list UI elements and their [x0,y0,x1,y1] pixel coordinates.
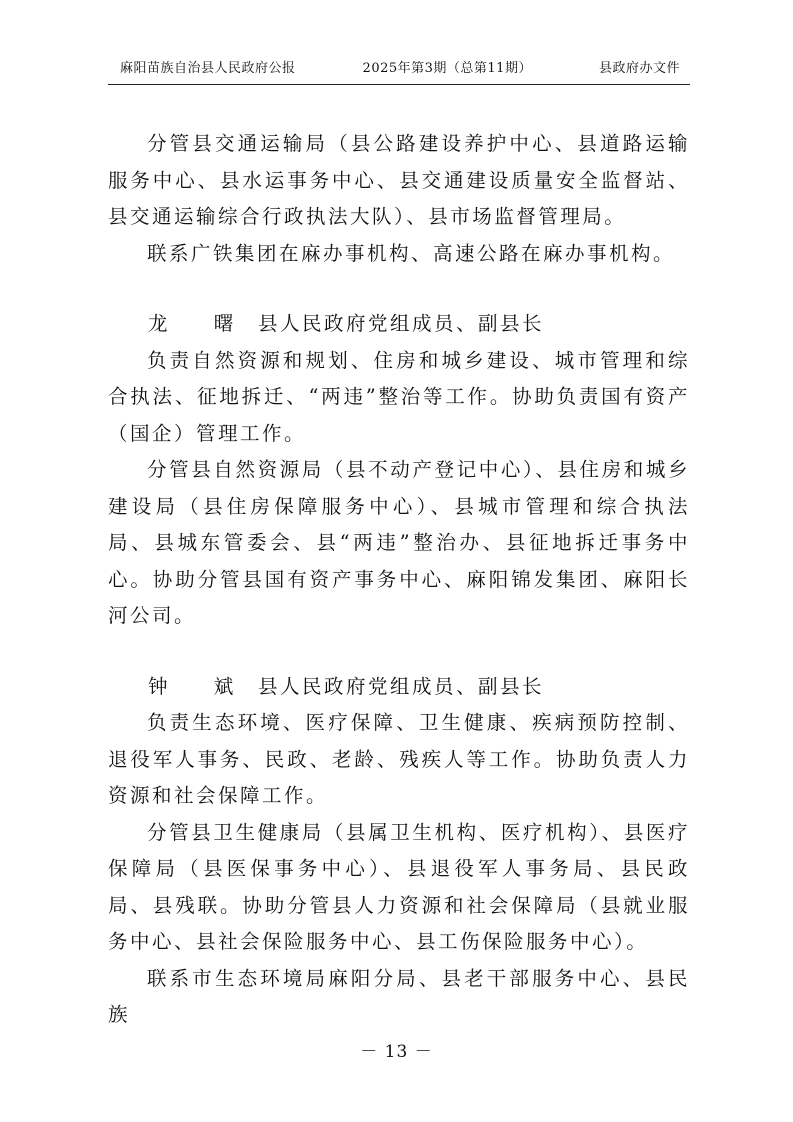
header-issue: 2025年第3期（总第11期） [362,61,532,76]
paragraph: 分管县卫生健康局（县属卫生机构、医疗机构）、县医疗保障局（县医保事务中心）、县退役军人事务局、县民政局、县残联。协助分管县人力资源和社会保障局（县就业服务中心、县社会保险服务中心、县工伤保险服务中心）。 [108,820,690,953]
official-name: 钟 斌 [148,674,254,698]
section-gap [108,635,690,669]
header-publication: 麻阳苗族自治县人民政府公报 [120,61,296,76]
paragraph: 负责生态环境、医疗保障、卫生健康、疾病预防控制、退役军人事务、民政、老龄、残疾人等工作。协助负责人力资源和社会保障工作。 [108,711,690,807]
paragraph: 联系广铁集团在麻办事机构、高速公路在麻办事机构。 [147,241,676,265]
paragraph: 分管县自然资源局（县不动产登记中心）、县住房和城乡建设局（县住房保障服务中心）、县城市管理和综合执法局、县城东管委会、县“两违”整治办、县征地拆迁事务中心。协助分管县国有资产事务中心、麻阳锦发集团、麻阳长河公司。 [108,458,690,627]
paragraph: 负责自然资源和规划、住房和城乡建设、城市管理和综合执法、征地拆迁、“两违”整治等工作。协助负责国有资产（国企）管理工作。 [108,348,690,445]
official-heading [108,669,690,706]
running-header [120,57,680,76]
official-title: 县人民政府党组成员、副县长 [258,312,545,335]
paragraph: 分管县交通运输局（县公路建设养护中心、县道路运输服务中心、县水运事务中心、县交通建设质量安全监督站、县交通运输综合行政执法大队）、县市场监督管理局。 [108,132,690,228]
paragraph: 联系市生态环境局麻阳分局、县老干部服务中心、县民族 [108,966,690,1026]
official-title: 县人民政府党组成员、副县长 [258,674,545,698]
official-heading [108,306,690,343]
official-name: 龙 曙 [148,312,254,335]
section-gap [108,272,690,306]
header-section: 县政府办文件 [598,61,680,76]
header-divider [108,84,690,85]
page-number: － 13 － [360,1042,433,1062]
document-body [108,126,690,1034]
